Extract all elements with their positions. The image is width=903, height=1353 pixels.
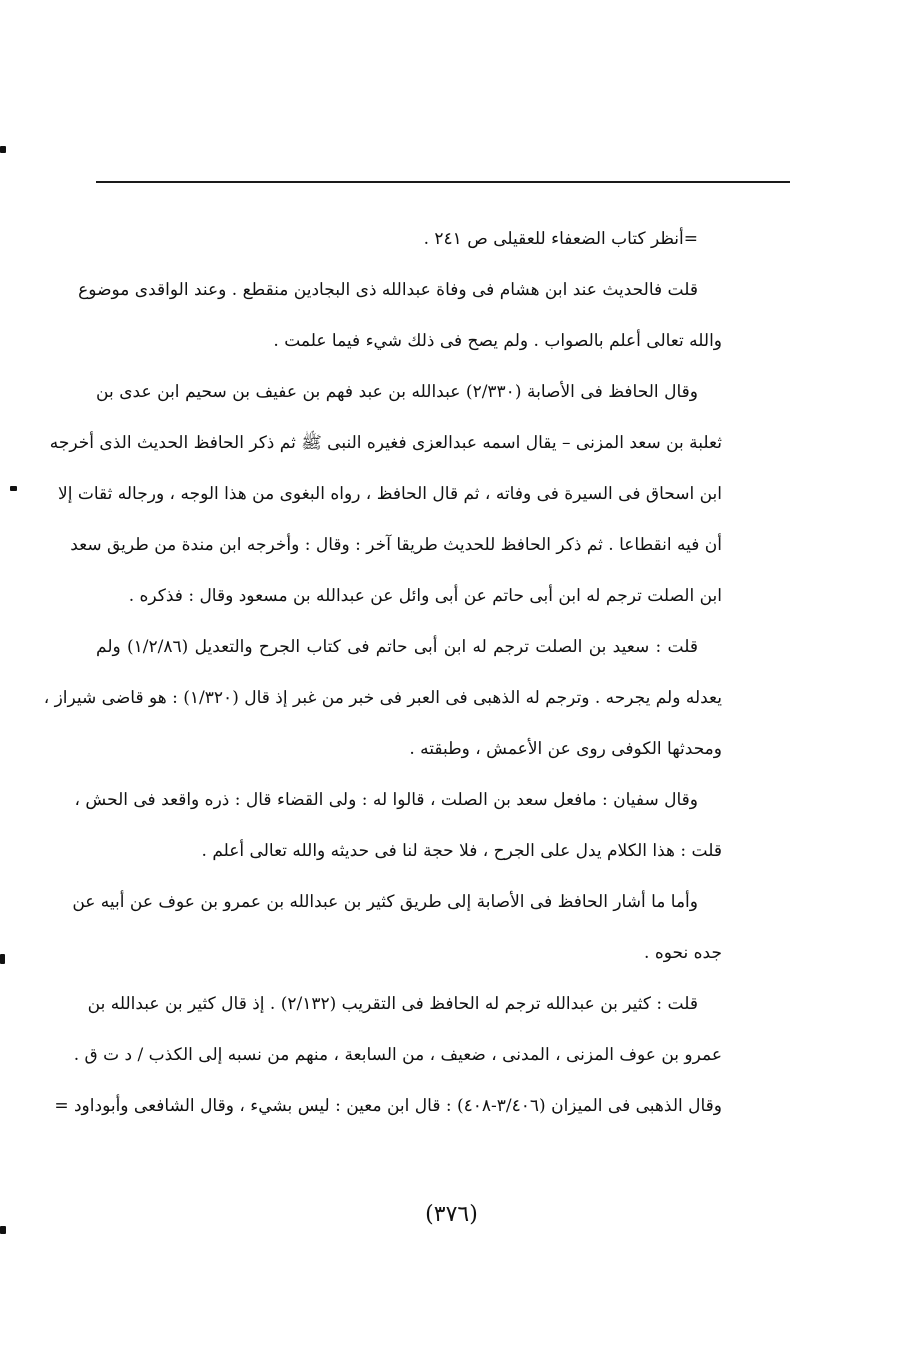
text-line: وقال الذهبى فى الميزان (٣/٤٠٦-٤٠٨) : قال ابن معين : ليس بشيء ، وقال الشافعى وأبوداود = <box>54 1096 722 1116</box>
text-line: والله تعالى أعلم بالصواب . ولم يصح فى ذلك شيء فيما علمت . <box>273 331 722 351</box>
text-line: جده نحوه . <box>644 943 722 963</box>
text-line: قلت فالحديث عند ابن هشام فى وفاة عبدالله ذى البجادين منقطع . وعند الواقدى موضوع <box>78 280 698 300</box>
text-line: قلت : كثير بن عبدالله ترجم له الحافظ فى التقريب (٢/١٣٢) . إذ قال كثير بن عبدالله بن <box>87 994 698 1014</box>
text-line: ابن اسحاق فى السيرة فى وفاته ، ثم قال الحافظ ، رواه البغوى من هذا الوجه ، ورجاله ثقات إلا <box>58 484 722 504</box>
text-line: أن فيه انقطاعا . ثم ذكر الحافظ للحديث طريقا آخر : وقال : وأخرجه ابن مندة من طريق سعد <box>70 535 722 555</box>
text-line: وأما ما أشار الحافظ فى الأصابة إلى طريق كثير بن عبدالله بن عمرو بن عوف عن أبيه عن <box>72 892 698 912</box>
text-line: قلت : هذا الكلام يدل على الجرح ، فلا حجة لنا فى حديثه والله تعالى أعلم . <box>201 841 722 861</box>
text-line: عمرو بن عوف المزنى ، المدنى ، ضعيف ، من السابعة ، منهم من نسبه إلى الكذب / د ت ق . <box>73 1045 722 1065</box>
page-number: (٣٧٦) <box>425 1202 478 1227</box>
text-line: ابن الصلت ترجم له ابن أبى حاتم عن أبى وائل عن عبدالله بن مسعود وقال : فذكره . <box>128 586 722 606</box>
margin-mark <box>10 486 17 491</box>
text-line: ثعلبة بن سعد المزنى – يقال اسمه عبدالعزى فغيره النبى ﷺ ثم ذكر الحافظ الحديث الذى أخرجه <box>49 433 722 453</box>
text-line: ومحدثها الكوفى روى عن الأعمش ، وطبقته . <box>409 739 722 759</box>
footnote-separator-line <box>96 181 790 183</box>
text-line: وقال الحافظ فى الأصابة (٢/٣٣٠) عبدالله بن عبد فهم بن عفيف بن سحيم ابن عدى بن <box>96 382 699 402</box>
margin-mark <box>0 954 5 964</box>
margin-mark <box>0 146 6 153</box>
text-line: قلت : سعيد بن الصلت ترجم له ابن أبى حاتم فى كتاب الجرح والتعديل (١/٢/٨٦) ولم <box>96 637 699 657</box>
footnote-text <box>43 214 722 1132</box>
text-line: =أنظر كتاب الضعفاء للعقيلى ص ٢٤١ . <box>423 229 698 249</box>
text-line: وقال سفيان : مافعل سعد بن الصلت ، قالوا له : ولى القضاء قال : ذره واقعد فى الحش ، <box>74 790 698 810</box>
text-line: يعدله ولم يجرحه . وترجم له الذهبى فى العبر فى خبر من غبر إذ قال (١/٣٢٠) : هو قاضى شيراز ، <box>43 688 722 708</box>
